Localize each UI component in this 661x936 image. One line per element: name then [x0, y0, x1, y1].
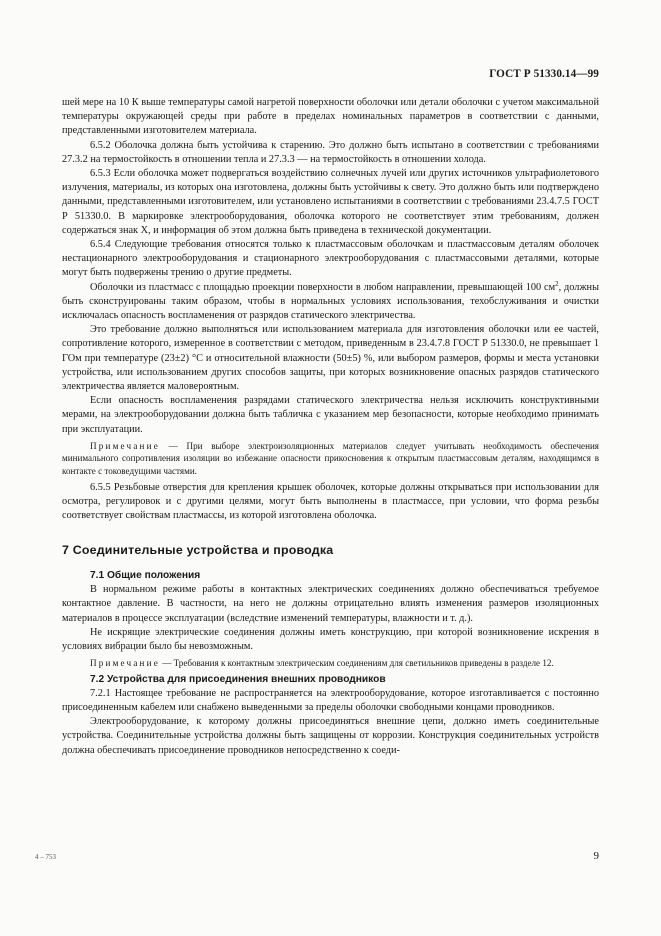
note-label: Примечание [90, 658, 160, 669]
document-code-header: ГОСТ Р 51330.14—99 [489, 68, 599, 80]
page-number: 9 [593, 850, 599, 862]
note-text: — Требования к контактным электрическим соединениям для светильников приведены в разделе 12. [159, 658, 554, 669]
note-luminaires [62, 657, 599, 670]
paragraph-static-danger: Если опасность воспламенения разрядами статического электричества нельзя исключить конструктивными мерами, на электрооборудовании должна быть табличка с указанием мер безопасности, которые необходимо принимать при эксплуатации. [62, 395, 599, 435]
paragraph-6-5-3: 6.5.3 Если оболочка может подвергаться воздействию солнечных лучей или других источников ультрафиолетового излучения, материалы, из которых она изготовлена, должны быть устойчивы к свету. Это должно быть или подтверждено данными, представленными изготовителем, или установлено испытаниями в соответствии с требованиями 23.4.7.5 ГОСТ Р 51330.0. В маркировке электрооборудования, оболочка которого не соответствует этим требованиям, должен содержаться знак X, и информация об этом должна быть приведена в технической документации. [62, 168, 599, 236]
paragraph-requirement-fulfilment: Это требование должно выполняться или использованием материала для изготовления оболочки или ее частей, сопротивление которого, измеренное в соответствии с методом, приведенным в 23.4.7.8 ГОСТ Р 51330.0, не превышает 1 ГОм при температуре (23±2) °С и относительной влажности (50±5) %, или выбором размеров, формы и места установки устройства, или использованием других способов защиты, при которых возникновение опасных разрядов статического электричества является маловероятным. [62, 324, 599, 393]
paragraph-plastic-enclosures-part1: Оболочки из пластмасс с площадью проекции поверхности в любом направлении, превышающей 100 см [90, 281, 556, 293]
document-page [35, 0, 599, 936]
document-body [62, 96, 599, 758]
paragraph-7-2-1-connection-devices: Электрооборудование, к которому должны присоединяться внешние цепи, должно иметь соединительные устройства. Соединительные устройства должны быть защищены от коррозии. Конструкция соединительных устройств должна обеспечивать присоединение проводников непосредственно к соеди- [62, 716, 599, 756]
paragraph-7-1-contact-pressure: В нормальном режиме работы в контактных электрических соединениях должно обеспечиваться требуемое контактное давление. В частности, на него не должны отрицательно влиять изменения размеров изоляционных материалов в процессе эксплуатации (вследствие изменений температуры, влажности и т. д.). [62, 584, 599, 624]
subsection-7-2-heading: 7.2 Устройства для присоединения внешних проводников [90, 673, 386, 685]
note-insulation [62, 440, 599, 478]
superscript-2: 2 [555, 279, 559, 288]
section-7-heading: 7 Соединительные устройства и проводка [62, 543, 334, 558]
note-label: Примечание [90, 440, 160, 451]
paragraph-7-1-non-sparking: Не искрящие электрические соединения должны иметь конструкцию, при которой возникновение искрения в условиях вибрации было бы невозможным. [62, 626, 599, 653]
note-text: — При выборе электроизоляционных материалов следует учитывать необходимость обеспечения минимального сопротивления изоляции во избежание опасности прикосновения к открытым пластмассовым деталям, находящимся в контакте с токоведущими частями. [62, 440, 599, 477]
paragraph-6-5-5: 6.5.5 Резьбовые отверстия для крепления крышек оболочек, которые должны открываться при использовании для осмотра, регулировок и с другими целями, могут быть выполнены в пластмассе, при условии, что форма резьбы соответствует свойствам пластмассы, из которой изготовлена оболочка. [62, 481, 599, 522]
paragraph-6-5-4: 6.5.4 Следующие требования относятся только к пластмассовым оболочкам и пластмассовым деталям оболочек нестационарного электрооборудования и стационарного электрооборудования с пластмассовыми деталями, которые могут быть подвержены трению о другие предметы. [62, 239, 599, 279]
paragraph-plastic-enclosures [62, 281, 599, 324]
paragraph-7-2-1: 7.2.1 Настоящее требование не распространяется на электрооборудование, которое изготавливается с постоянно присоединенным кабелем или снабжено выведенными за пределы оболочки свободными концами проводников. [62, 687, 599, 714]
paragraph-continuation: шей мере на 10 К выше температуры самой нагретой поверхности оболочки или детали оболочки с учетом максимальной температуры окружающей среды при работе в пределах номинальных параметров в соответствии с данными, представленными изготовителем материала. [62, 97, 599, 137]
paragraph-6-5-2: 6.5.2 Оболочка должна быть устойчива к старению. Это должно быть испытано в соответствии с требованиями 27.3.2 на термостойкость в отношении тепла и 27.3.3 — на термостойкость в отношении холода. [62, 139, 599, 165]
subsection-7-1-heading: 7.1 Общие положения [90, 570, 201, 582]
print-code: 4 – 753 [35, 853, 56, 861]
paragraph-plastic-enclosures-part2: , должны быть сконструированы таким образом, чтобы в нормальных условиях использования, техобслуживания и очистки исключалась опасность воспламенения от разрядов статического электричества. [62, 281, 599, 322]
